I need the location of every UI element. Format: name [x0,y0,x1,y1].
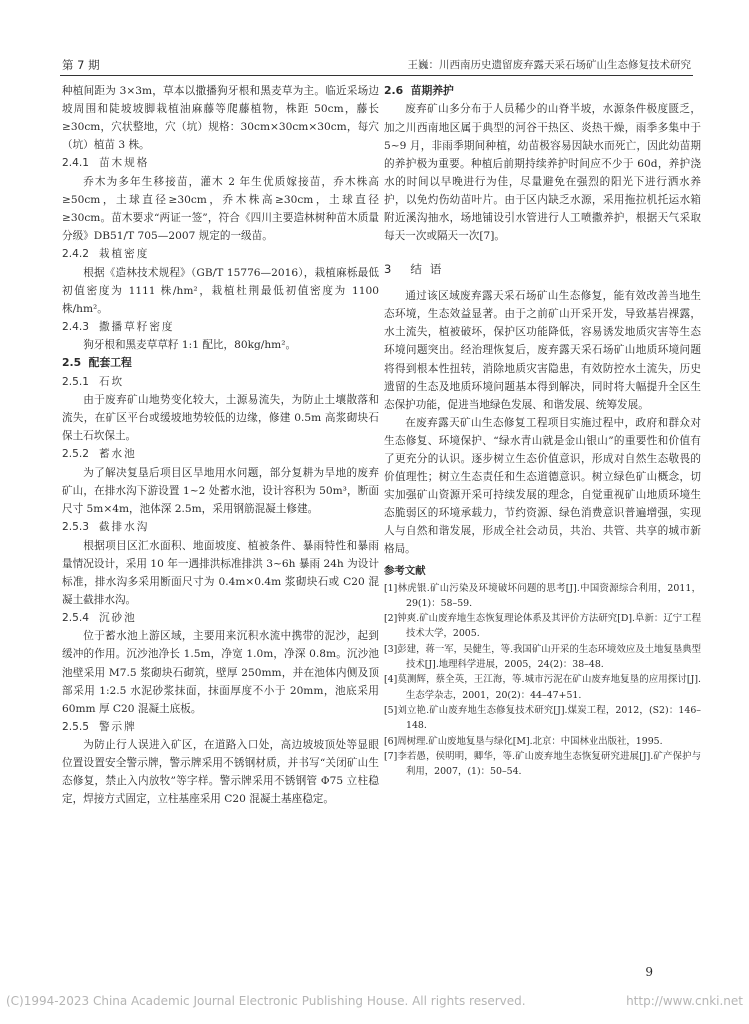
paragraph-2-5-4: 位于蓄水池上游区域，主要用来沉积水流中携带的泥沙，起到缓冲的作用。沉沙池净长 1.5m，净宽 1.0m，净深 0.8m。沉沙池池壁采用 M7.5 浆砌块石砌筑，壁厚 250mm，并在池体内侧及顶部采用 1:2.5 水泥砂浆抹面，抹面厚度不小于 20mm，池底采用 60mm 厚 C20 混凝土底板。 [62,630,379,715]
paragraph-2-5-2: 为了解决复垦后项目区旱地用水问题，部分复耕为旱地的废弃矿山，在排水沟下游设置 1~2 处蓄水池，设计容积为 50m³，断面尺寸 5m×4m，池体深 2.5m，采用钢筋混凝土修建。 [62,466,379,516]
copyright-footer [6,994,743,1008]
reference-item: [5]刘立艳.矿山废弃地生态修复技术研究[J].煤炭工程，2012，(S2)：146–148. [384,704,701,732]
paragraph-2-4-1: 乔木为多年生移接苗，灌木 2 年生优质嫁接苗，乔木株高≥50cm，土球直径≥30cm，乔木株高≥30cm，土球直径≥30cm。苗木要求“两证一签”，符合《四川主要造林树种苗木质量分级》DB51/T 705—2007 规定的一级苗。 [62,175,379,243]
running-title: 王巍：川西南历史遗留废弃露天采石场矿山生态修复技术研究 [407,59,691,71]
header-rule [60,75,693,76]
right-column [384,82,701,779]
references-list [384,581,701,780]
heading-2-4-1: 2.4.1 苗木规格 [62,157,150,170]
reference-item: [3]彭建，蒋一军，吴健生，等.我国矿山开采的生态环境效应及土地复垦典型技术[J].地理科学进展，2005，24(2)：38–48. [384,643,701,671]
heading-2-4-3: 2.4.3 撒播草籽密度 [62,320,175,333]
conclusion-paragraph-1: 通过该区域废弃露天采石场矿山生态修复，能有效改善当地生态环境，生态效益显著。由于之前矿山开采开发，导致基岩裸露，水土流失，植被破坏，保护区功能降低，容易诱发地质灾害等生态环境问题突出。经治理恢复后，废弃露天采石场矿山地质环境问题将得到根本性扭转，消除地质灾害隐患，有效防控水土流失，历史遗留的生态及地质环境问题基本得到解决，同时将大幅提升全区生态保护功能，促进当地绿色发展、和谐发展、统筹发展。 [384,290,701,411]
paragraph-2-4-2: 根据《造林技术规程》（GB/T 15776—2016），栽植麻栎最低初值密度为 1111 株/hm²，栽植杜荆最低初值密度为 1100 株/hm²。 [62,266,379,315]
heading-2-5: 2.5 配套工程 [62,356,132,370]
heading-2-5-4: 2.5.4 沉砂池 [62,611,137,624]
heading-2-5-3: 2.5.3 截排水沟 [62,521,150,534]
heading-2-6: 2.6 苗期养护 [384,84,454,97]
cnki-url[interactable]: http://www.cnki.net [626,994,743,1008]
reference-item: [2]钟爽.矿山废弃地生态恢复理论体系及其评价方法研究[D].阜新：辽宁工程技术大学，2005. [384,613,701,640]
heading-3-conclusion: 3 结语 [384,262,450,277]
paragraph-2-5-3: 根据项目区汇水面积、地面坡度、植被条件、暴雨特性和暴雨量情况设计，采用 10 年一遇排洪标准排洪 3~6h 暴雨 24h 为设计标准，排水沟多采用断面尺寸为 0.4m×0.4m 浆砌块石或 C20 混凝土截排水沟。 [62,539,379,606]
issue-label: 第 7 期 [62,58,100,72]
reference-item: [1]林虎银.矿山污染及环境破坏问题的思考[J].中国资源综合利用，2011，29(1)：58–59. [384,582,701,609]
paragraph-2-6: 废弃矿山多分布于人员稀少的山脊半坡，水源条件极度匮乏，加之川西南地区属于典型的河谷干热区、炎热干燥，雨季多集中于 5~9 月，非雨季期间种植，幼苗极容易因缺水而死亡，因此幼苗期的养护极为重要。种植后前期持续养护时间应不少于 60d，养护浇水的时间以早晚进行为佳，尽量避免在强烈的阳光下进行洒水养护，以免灼伤幼苗叶片。由于区内缺乏水源，采用拖拉机托运水箱附近溪沟抽水，场地铺设引水管进行人工喷撒养护，根据天气采取每天一次或隔天一次[7]。 [384,103,701,243]
references-title: 参考文献 [384,564,426,577]
reference-item: [7]李若愚，侯明明，卿华，等.矿山废弃地生态恢复研究进展[J].矿产保护与利用，2007，(1)：50–54. [384,750,701,778]
heading-2-5-2: 2.5.2 蓄水池 [62,448,137,461]
copyright-text: (C)1994-2023 China Academic Journal Electronic Publishing House. All rights reserved. [6,994,526,1008]
heading-2-5-1: 2.5.1 石坎 [62,375,125,388]
paragraph-2-4-3: 狗牙根和黑麦草草籽 1:1 配比，80kg/hm²。 [83,339,297,352]
heading-2-4-2: 2.4.2 栽植密度 [62,248,150,261]
reference-item: [4]莫测辉，蔡全英，王江海，等.城市污泥在矿山废弃地复垦的应用探讨[J].生态学杂志，2001，20(2)：44–47+51. [384,674,701,701]
left-column [62,82,379,809]
paragraph-2-5-5: 为防止行人误进入矿区，在道路入口处，高边坡坡顶处等显眼位置设置安全警示牌，警示牌采用不锈钢材质，并书写“关闭矿山生态修复，禁止入内放牧”等字样。警示牌采用不锈钢管 Φ75 立柱稳定，焊接方式固定，立柱基座采用 C20 混凝土基座稳定。 [62,739,379,806]
conclusion-paragraph-2: 在废弃露天矿山生态修复工程项目实施过程中，政府和群众对生态修复、环境保护、“绿水青山就是金山银山”的重要性和价值有了更充分的认识。逐步树立生态价值意识，形成对自然生态敬畏的价值理性；树立生态责任和生态道德意识。树立绿色矿山概念，切实加强矿山资源开采可持续发展的理念，自觉重视矿山地质环境生态脆弱区的环境承载力，节约资源、绿色消费意识普遍增强，实现人与自然和谐发展，形成全社会动员，共治、共管、共享的城市新格局。 [384,416,701,556]
paragraph-2-5-1: 由于废弃矿山地势变化较大，土源易流失，为防止土壤散落和流失，在矿区平台或缓坡地势较低的边缘，修建 0.5m 高浆砌块石保土石坎保土。 [62,394,379,443]
intro-paragraph: 种植间距为 3×3m，草本以撒播狗牙根和黑麦草为主。临近采场边坡周围和陡坡坡脚栽植油麻藤等爬藤植物，株距 50cm，藤长≥30cm，穴状整地，穴（坑）规格：30cm×30cm×30cm，每穴（坑）植苗 3 株。 [62,85,379,152]
heading-2-5-5: 2.5.5 警示牌 [62,720,137,733]
page-number: 9 [645,965,653,979]
reference-item: [6]周树理.矿山废地复垦与绿化[M].北京：中国林业出版社，1995. [384,735,663,747]
